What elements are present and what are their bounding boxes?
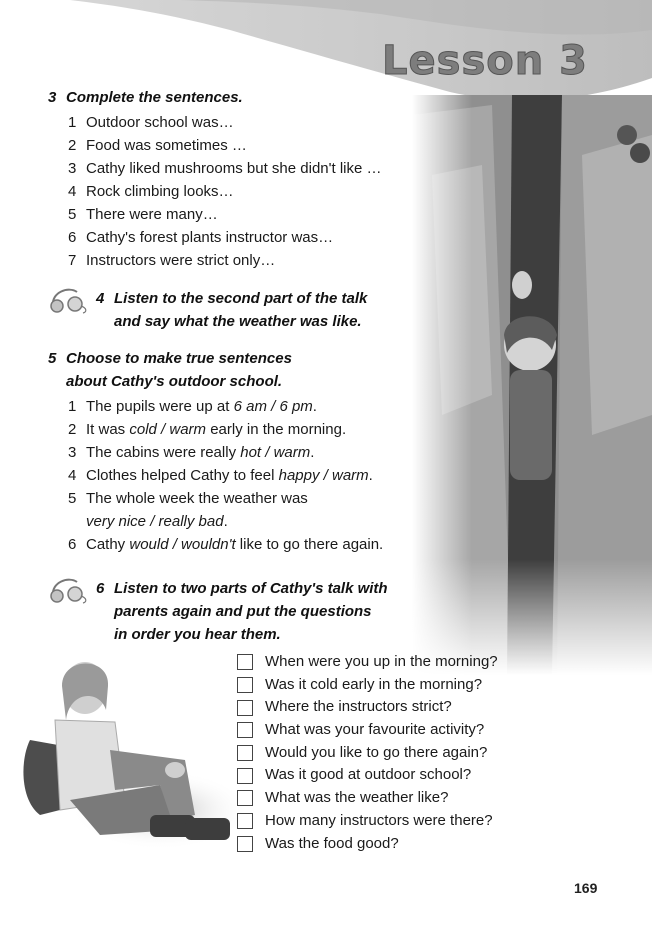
list-item: When were you up in the morning? bbox=[237, 651, 498, 674]
list-item: 6 Cathy's forest plants instructor was… bbox=[68, 229, 334, 246]
list-item: 1 Outdoor school was… bbox=[68, 114, 234, 131]
choice-option: very nice / really bad bbox=[86, 513, 224, 530]
question-checklist bbox=[237, 651, 498, 855]
list-item: Where the instructors strict? bbox=[237, 696, 498, 719]
exercise-5-number: 5 bbox=[48, 350, 57, 367]
exercise-5-list bbox=[68, 395, 383, 556]
exercise-5-heading: 5 Choose to make true sentences about Cathy's outdoor school. bbox=[48, 347, 292, 393]
checkbox[interactable] bbox=[237, 813, 253, 829]
list-item: 3 The cabins were really hot / warm. bbox=[68, 444, 315, 461]
headphones-icon bbox=[47, 284, 91, 314]
list-item: Would you like to go there again? bbox=[237, 742, 498, 765]
exercise-3-instruction: Complete the sentences. bbox=[66, 89, 243, 106]
list-item: What was the weather like? bbox=[237, 787, 498, 810]
checkbox[interactable] bbox=[237, 745, 253, 761]
choice-option: cold / warm bbox=[129, 421, 207, 438]
choice-option: 6 am / 6 pm bbox=[233, 398, 313, 415]
list-item: 5 The whole week the weather was very nice / really bad. bbox=[68, 490, 308, 530]
checkbox[interactable] bbox=[237, 677, 253, 693]
exercise-3-number: 3 bbox=[48, 89, 57, 106]
list-item: 2 Food was sometimes … bbox=[68, 137, 247, 154]
list-item: 5 There were many… bbox=[68, 206, 218, 223]
exercise-6-heading: 6 Listen to two parts of Cathy's talk with parents again and put the questions in order you hear them. bbox=[96, 577, 388, 646]
checkbox[interactable] bbox=[237, 722, 253, 738]
list-item: 1 The pupils were up at 6 am / 6 pm. bbox=[68, 398, 317, 415]
checkbox[interactable] bbox=[237, 700, 253, 716]
exercise-3-heading bbox=[48, 86, 243, 109]
checkbox[interactable] bbox=[237, 790, 253, 806]
exercise-4-number: 4 bbox=[96, 290, 105, 307]
list-item: Was it good at outdoor school? bbox=[237, 764, 498, 787]
list-item: Was the food good? bbox=[237, 833, 498, 856]
exercise-3-list bbox=[68, 111, 382, 272]
list-item: 3 Cathy liked mushrooms but she didn't like … bbox=[68, 160, 382, 177]
exercise-6-number: 6 bbox=[96, 580, 105, 597]
choice-option: happy / warm bbox=[278, 467, 369, 484]
list-item: 7 Instructors were strict only… bbox=[68, 252, 276, 269]
list-item: 6 Cathy would / wouldn't like to go there again. bbox=[68, 536, 384, 553]
exercise-4-heading: 4 Listen to the second part of the talk and say what the weather was like. bbox=[96, 287, 367, 333]
checkbox[interactable] bbox=[237, 836, 253, 852]
checkbox[interactable] bbox=[237, 768, 253, 784]
list-item: What was your favourite activity? bbox=[237, 719, 498, 742]
lesson-title: Lesson 3 bbox=[382, 38, 588, 84]
sitting-girl-photo bbox=[10, 650, 250, 860]
checkbox[interactable] bbox=[237, 654, 253, 670]
choice-option: hot / warm bbox=[240, 444, 311, 461]
list-item: Was it cold early in the morning? bbox=[237, 674, 498, 697]
headphones-icon bbox=[47, 574, 91, 604]
page-number: 169 bbox=[574, 880, 598, 896]
list-item: How many instructors were there? bbox=[237, 810, 498, 833]
list-item: 4 Clothes helped Cathy to feel happy / warm. bbox=[68, 467, 373, 484]
choice-option: would / wouldn't bbox=[129, 536, 236, 553]
list-item: 4 Rock climbing looks… bbox=[68, 183, 234, 200]
rock-crevice-photo bbox=[412, 95, 652, 675]
list-item: 2 It was cold / warm early in the morning. bbox=[68, 421, 347, 438]
